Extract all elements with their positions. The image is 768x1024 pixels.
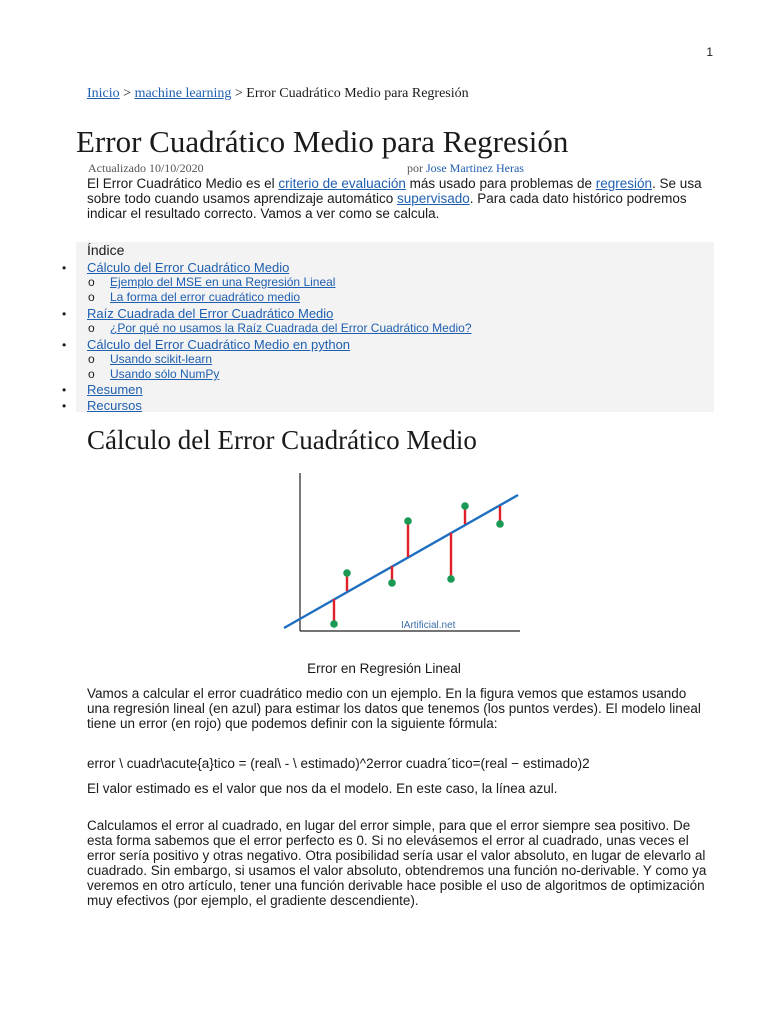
toc-sub-marker: o: [88, 275, 95, 289]
toc-sub-marker: o: [88, 367, 95, 381]
body-paragraph-3: Calculamos el error al cuadrado, en lugar del error simple, para que el error siempre sea positivo. De esta forma sabemos que el error perfecto es 0. Si no elevásemos el error al cuadrado, unas veces el error sería positivo y otras negativo. Otra posibilidad sería usar el valor absoluto, en lugar de elevarlo al cuadrado. Sin embargo, si usamos el valor absoluto, obtendremos una función no-derivable. Y como ya veremos en otro artículo, tener una función derivable hace posible el uso de algoritmos de optimización muy efectivos (por ejemplo, el gradiente descendiente).: [87, 818, 707, 908]
formula-text: error \ cuadr\acute{a}tico = (real\ - \ estimado)^2error cuadra´tico=(real − estimado)2: [87, 756, 590, 771]
toc-item-scikit-learn[interactable]: Usando scikit-learn: [110, 352, 213, 366]
data-point: [343, 569, 351, 577]
toc-bullet: •: [62, 261, 67, 275]
toc-item-resumen[interactable]: Resumen: [87, 382, 143, 397]
section-title: Cálculo del Error Cuadrático Medio: [87, 425, 477, 455]
data-point: [461, 502, 469, 510]
breadcrumb: [87, 86, 469, 102]
body-paragraph-2: El valor estimado es el valor que nos da el modelo. En este caso, la línea azul.: [87, 781, 558, 796]
toc-item-python[interactable]: Cálculo del Error Cuadrático Medio en python: [87, 337, 351, 352]
regresion-link[interactable]: regresión: [595, 176, 653, 191]
intro-paragraph: [87, 176, 712, 221]
page-title: Error Cuadrático Medio para Regresión: [76, 124, 569, 159]
data-point: [388, 579, 396, 587]
updated-date: Actualizado 10/10/2020: [88, 161, 204, 175]
toc-bullet: •: [62, 307, 67, 321]
toc-bullet: •: [62, 399, 67, 413]
page-number: 1: [706, 45, 713, 59]
breadcrumb-current: Error Cuadrático Medio para Regresión: [246, 86, 469, 101]
toc-title: Índice: [87, 242, 125, 258]
criterio-link[interactable]: criterio de evaluación: [278, 176, 406, 191]
data-point: [404, 517, 412, 525]
breadcrumb-separator: >: [123, 86, 132, 101]
breadcrumb-separator: >: [234, 86, 243, 101]
author-link[interactable]: Jose Martinez Heras: [426, 161, 524, 175]
data-point: [496, 520, 504, 528]
toc-item-calculo[interactable]: Cálculo del Error Cuadrático Medio: [87, 260, 290, 275]
regression-line: [284, 495, 518, 628]
breadcrumb-home-link[interactable]: Inicio: [87, 86, 120, 101]
data-point: [447, 575, 455, 583]
intro-text: . Se usa sobre todo cuando usamos aprendizaje automático: [87, 176, 702, 206]
author-line: [407, 161, 524, 176]
intro-text: más usado para problemas de: [405, 176, 596, 191]
intro-text: El Error Cuadrático Medio es el: [87, 176, 279, 191]
toc-item-por-que-no[interactable]: ¿Por qué no usamos la Raíz Cuadrada del Error Cuadrático Medio?: [110, 321, 472, 335]
figure-watermark: IArtificial.net: [401, 620, 456, 631]
toc-bullet: •: [62, 338, 67, 352]
body-paragraph-1: Vamos a calcular el error cuadrático medio con un ejemplo. En la figura vemos que estamos usando una regresión lineal (en azul) para estimar los datos que tenemos (los puntos verdes). El modelo lineal tiene un error (en rojo) que podemos definir con la siguiente fórmula:: [87, 686, 701, 731]
toc-item-numpy[interactable]: Usando sólo NumPy: [110, 367, 220, 381]
supervisado-link[interactable]: supervisado: [396, 191, 470, 206]
toc-item-raiz-cuadrada[interactable]: Raíz Cuadrada del Error Cuadrático Medio: [87, 306, 334, 321]
regression-figure: [270, 466, 530, 656]
toc-sub-marker: o: [88, 321, 95, 335]
data-point: [330, 620, 338, 628]
figure-caption: Error en Regresión Lineal: [307, 661, 461, 676]
toc-bullet: •: [62, 383, 67, 397]
breadcrumb-category-link[interactable]: machine learning: [134, 86, 232, 101]
intro-text: . Para cada dato histórico podremos indicar el resultado correcto. Vamos a ver como se calcula.: [87, 191, 687, 221]
author-by: por: [407, 161, 423, 175]
toc-item-recursos[interactable]: Recursos: [87, 398, 142, 413]
toc-sub-marker: o: [88, 290, 95, 304]
toc-sub-marker: o: [88, 352, 95, 366]
toc-item-ejemplo-mse[interactable]: Ejemplo del MSE en una Regresión Lineal: [110, 275, 336, 289]
toc-item-forma-error[interactable]: La forma del error cuadrático medio: [110, 290, 301, 304]
